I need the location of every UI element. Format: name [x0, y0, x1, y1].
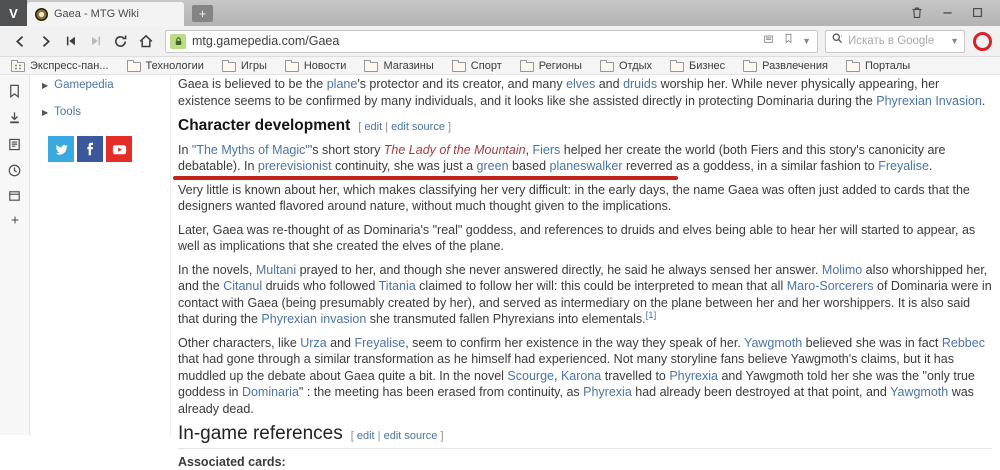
windows-panel-icon[interactable]: [7, 189, 22, 203]
text-run: and Yawgmoth told her she was the "only true goddess in: [178, 369, 975, 400]
bookmark-label: Новости: [304, 60, 347, 72]
text-run: In: [178, 143, 192, 157]
browser-tab[interactable]: [27, 2, 184, 26]
wiki-link[interactable]: Urza: [300, 336, 326, 350]
bookmark-label: Развлечения: [762, 60, 828, 72]
text-run: travelled to: [601, 369, 669, 383]
folder-icon: [743, 62, 757, 72]
tab-strip: [0, 0, 1000, 26]
edit-links: [ edit | edit source ]: [358, 121, 451, 133]
article-paragraph: [178, 262, 992, 328]
main-area: [0, 75, 1000, 435]
speed-dial-folder-icon: [11, 62, 25, 72]
folder-icon: [364, 62, 378, 72]
bookmark-label: Регионы: [539, 60, 582, 72]
article-paragraph: [178, 182, 992, 215]
bookmark-label: Спорт: [471, 60, 502, 72]
page-actions: [762, 32, 811, 50]
text-run: In the novels,: [178, 263, 256, 277]
side-panel: [0, 75, 30, 435]
folder-icon: [285, 62, 299, 72]
heading-text: In-game references: [178, 423, 343, 444]
folder-icon: [127, 62, 141, 72]
search-box[interactable]: [825, 30, 965, 53]
wiki-link[interactable]: Multani: [256, 263, 296, 277]
wiki-sidebar: [30, 75, 170, 435]
maximize-icon[interactable]: [971, 6, 984, 19]
vivaldi-menu-button[interactable]: V: [0, 0, 27, 26]
bookmark-folder[interactable]: [355, 57, 442, 74]
bookmarks-bar: [0, 57, 1000, 75]
downloads-panel-icon[interactable]: [7, 110, 22, 126]
text-run: " : the meeting has been erased from continuity, as: [299, 385, 583, 399]
folder-icon: [222, 62, 236, 72]
search-input[interactable]: [844, 35, 950, 47]
text-run: had already been destroyed at that point, and: [632, 385, 890, 399]
sidebar-label: Tools: [54, 106, 81, 118]
history-panel-icon[interactable]: [7, 163, 22, 178]
associated-cards-label: Associated cards:: [178, 454, 992, 470]
bookmark-folder[interactable]: [734, 57, 837, 74]
folder-icon: [520, 62, 534, 72]
text-run: , seem to confirm her existence in the way they speak of her.: [405, 336, 744, 350]
new-tab-button[interactable]: +: [192, 5, 213, 22]
bookmark-label: Экспресс-пан...: [30, 60, 109, 72]
bookmark-folder[interactable]: [213, 57, 276, 74]
wiki-link[interactable]: Scourge: [507, 369, 554, 383]
text-run: continuity, she was just a: [332, 159, 477, 173]
text-run: .: [982, 94, 985, 108]
text-run: ,: [526, 143, 533, 157]
bookmark-folder[interactable]: [591, 57, 661, 74]
sidebar-item-gamepedia[interactable]: [42, 79, 170, 91]
bookmark-folder[interactable]: [118, 57, 213, 74]
text-run: Other characters, like: [178, 336, 300, 350]
folder-icon: [670, 62, 684, 72]
text-run: helped her create the world (both Fiers and this story's canonicity are debatable). In: [178, 143, 946, 174]
notes-panel-icon[interactable]: [7, 137, 22, 152]
sidebar-label: Gamepedia: [54, 79, 113, 91]
forward-icon[interactable]: [33, 29, 58, 53]
bookmark-folder[interactable]: [661, 57, 734, 74]
wiki-link[interactable]: Phyrexia: [583, 385, 632, 399]
section-heading-character-development: [178, 118, 992, 136]
text-run: reverred as a goddess, in a similar fashion to: [623, 159, 879, 173]
edit-link[interactable]: edit: [364, 121, 382, 133]
text-run: Later, Gaea was re-thought of as Dominaria's "real" goddess, and references to druids and elves being able to hear her will started to appear, as well as implications that she created the elves of the plane.: [178, 223, 975, 254]
wiki-link[interactable]: druids: [623, 77, 657, 91]
edit-source-link[interactable]: edit source: [391, 121, 445, 133]
wiki-link[interactable]: elves: [566, 77, 595, 91]
text-run: Very little is known about her, which makes classifying her very difficult: in the early days, the name Gaea was often just added to cards that the designers wanted flavored around nature, without much thought given to the implications.: [178, 183, 970, 214]
folder-icon: [846, 62, 860, 72]
bookmark-label: Технологии: [146, 60, 204, 72]
wiki-link[interactable]: Freyalise: [354, 336, 405, 350]
bookmark-item-speed-dial[interactable]: [2, 57, 118, 74]
wiki-link[interactable]: Karona: [561, 369, 601, 383]
wiki-link[interactable]: Phyrexian invasion: [261, 312, 366, 326]
text-run: claimed to follow her will: this could be interpreted to mean that all: [416, 279, 787, 293]
wiki-link[interactable]: planeswalker: [550, 159, 623, 173]
text-run: druids who followed: [262, 279, 379, 293]
home-icon[interactable]: [133, 29, 158, 53]
text-run: Gaea is believed to be the: [178, 77, 327, 91]
bookmark-folder[interactable]: [443, 57, 511, 74]
sidebar-item-tools[interactable]: [42, 106, 170, 118]
url-bar[interactable]: [165, 30, 818, 53]
add-panel-icon[interactable]: [9, 214, 21, 226]
text-run: 's protector and its creator, and many: [357, 77, 566, 91]
search-icon[interactable]: [831, 32, 844, 50]
text-run: worship her. While never physically appearing, her existence seems to be confirmed by many individuals, and it looks like she assisted directly in protecting Dominaria during the: [178, 77, 939, 108]
back-icon[interactable]: [8, 29, 33, 53]
text-run: also whorshipped her, and the: [178, 263, 987, 294]
bookmark-folder[interactable]: [511, 57, 591, 74]
extension-icon[interactable]: [973, 32, 992, 51]
facebook-icon[interactable]: [77, 136, 103, 162]
add-bookmark-icon[interactable]: [783, 32, 794, 50]
wiki-link[interactable]: green: [477, 159, 509, 173]
wiki-link[interactable]: Dominaria: [242, 385, 299, 399]
wiki-link[interactable]: Titania: [379, 279, 416, 293]
article-paragraph: [178, 76, 992, 109]
text-run: she transmuted fallen Phyrexians into elementals.: [366, 312, 645, 326]
minimize-icon[interactable]: [941, 6, 954, 19]
text-run: and: [595, 77, 623, 91]
search-engine-dropdown-icon[interactable]: ▼: [950, 36, 959, 46]
twitter-icon[interactable]: [48, 136, 74, 162]
wiki-link[interactable]: Yawgmoth: [744, 336, 802, 350]
text-run: .: [929, 159, 932, 173]
text-run: 's short story: [310, 143, 384, 157]
wiki-link[interactable]: Yawgmoth: [890, 385, 948, 399]
bookmark-label: Игры: [241, 60, 267, 72]
site-favicon-icon: [35, 8, 48, 21]
bookmark-label: Отдых: [619, 60, 652, 72]
bookmarks-panel-icon[interactable]: [7, 83, 22, 99]
wiki-link[interactable]: Freyalise: [878, 159, 929, 173]
wiki-link[interactable]: Phyrexia: [669, 369, 718, 383]
bookmark-folder[interactable]: [837, 57, 919, 74]
bookmark-label: Порталы: [865, 60, 910, 72]
red-underline-annotation: [173, 176, 678, 180]
wiki-link[interactable]: Molimo: [822, 263, 862, 277]
wiki-link[interactable]: Citanul: [223, 279, 262, 293]
bookmark-label: Бизнес: [689, 60, 725, 72]
text-run: ,: [554, 369, 561, 383]
edit-link[interactable]: edit: [357, 430, 375, 442]
wiki-link[interactable]: Rebbec: [942, 336, 985, 350]
text-run: based: [509, 159, 550, 173]
text-run: of Dominaria were in contact with Gaea (being presumably created by her), and served as intermediary on the plane between her and her worshippers. It is also said that during the: [178, 279, 992, 326]
article-paragraph: [178, 335, 992, 418]
reader-view-icon[interactable]: [762, 32, 775, 50]
text-run: believed she was in fact: [802, 336, 942, 350]
expand-arrow-icon[interactable]: ▶: [42, 108, 48, 117]
folder-icon: [600, 62, 614, 72]
edit-links: [ edit | edit source ]: [351, 430, 444, 442]
wiki-link[interactable]: Fiers: [533, 143, 561, 157]
bookmark-label: Магазины: [383, 60, 433, 72]
article-paragraph: [178, 222, 992, 255]
text-run: prayed to her, and though she never answered directly, he said he always sensed her answer.: [296, 263, 822, 277]
lock-icon[interactable]: [170, 34, 186, 49]
urlbar-dropdown-icon[interactable]: ▼: [802, 36, 811, 46]
article-paragraph: [178, 142, 992, 175]
rewind-icon[interactable]: [58, 29, 83, 53]
navigation-toolbar: [0, 26, 1000, 57]
wiki-link[interactable]: Maro-Sorcerers: [787, 279, 874, 293]
tab-title: Gaea - MTG Wiki: [54, 8, 139, 20]
trash-icon[interactable]: [910, 5, 924, 20]
reference-link[interactable]: [1]: [646, 310, 657, 321]
wiki-link[interactable]: "The Myths of Magic": [192, 143, 310, 157]
section-heading-in-game-references: [178, 426, 992, 449]
folder-icon: [452, 62, 466, 72]
window-controls: [910, 5, 984, 20]
expand-arrow-icon[interactable]: ▶: [42, 81, 48, 90]
edit-source-link[interactable]: edit source: [384, 430, 438, 442]
heading-text: Character development: [178, 117, 350, 134]
wiki-link[interactable]: prerevisionist: [258, 159, 332, 173]
wiki-redlink[interactable]: The Lady of the Mountain: [384, 143, 526, 157]
wiki-link[interactable]: Phyrexian Invasion: [876, 94, 982, 108]
bookmark-folder[interactable]: [276, 57, 356, 74]
social-links: [48, 136, 170, 162]
text-run: that had gone through a similar transformation as he himself had experienced. Not many storyline fans believe Yawgmoth's claims, but it has muddled up the debate about Gaea quite a bit. In the novel: [178, 352, 954, 383]
fast-forward-icon[interactable]: [83, 29, 108, 53]
text-run: was already dead.: [178, 385, 974, 416]
article-content: [170, 75, 1000, 435]
youtube-icon[interactable]: [106, 136, 132, 162]
url-input[interactable]: [192, 34, 762, 48]
text-run: and: [327, 336, 355, 350]
reload-icon[interactable]: [108, 29, 133, 53]
wiki-link[interactable]: plane: [327, 77, 358, 91]
